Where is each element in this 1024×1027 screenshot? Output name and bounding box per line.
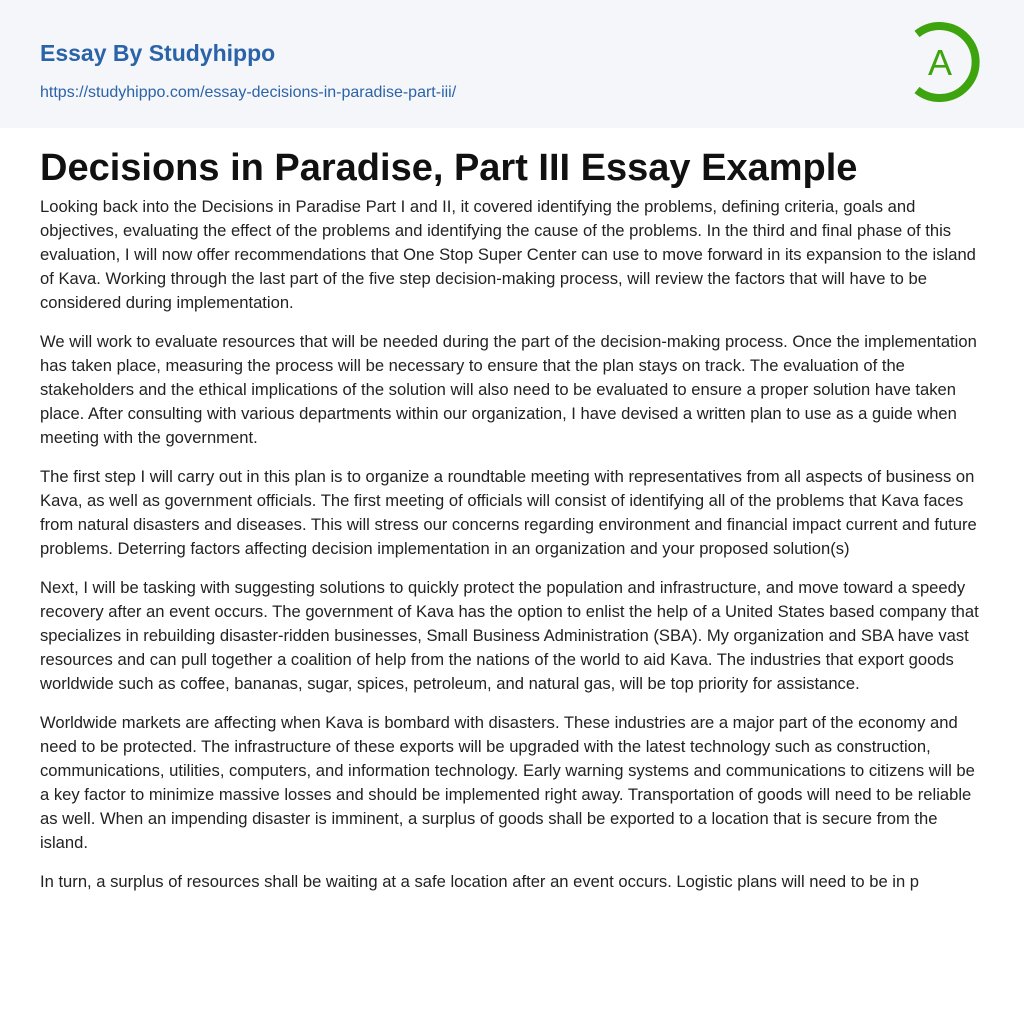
paragraph: Next, I will be tasking with suggesting solutions to quickly protect the population and infrastructure, and move toward a speedy recovery after an event occurs. The government of Kava has the option to enlist the help of a United States based company that specializes in rebuilding disaster-ridden businesses, Small Business Administration (SBA). My organization and SBA have vast resources and can pull together a coalition of help from the nations of the world to aid Kava. The industries that export goods worldwide such as coffee, bananas, sugar, spices, petroleum, and natural gas, will be top priority for assistance. <box>40 578 979 693</box>
paragraph: Looking back into the Decisions in Paradise Part I and II, it covered identifying the problems, defining criteria, goals and objectives, evaluating the effect of the problems and identifying the cause of the problems. In the third and final phase of this evaluation, I will now offer recommendations that One Stop Super Center can use to move forward in its expansion to the island of Kava. Working through the last part of the five step decision-making process, will review the factors that will have to be considered during implementation. <box>40 197 976 312</box>
paragraph: The first step I will carry out in this plan is to organize a roundtable meeting with representatives from all aspects of business on Kava, as well as government officials. The first meeting of officials will consist of identifying all of the problems that Kava faces from natural disasters and diseases. This will stress our concerns regarding environment and financial impact current and future problems. Deterring factors affecting decision implementation in an organization and your proposed solution(s) <box>40 467 977 558</box>
site-title[interactable]: Essay By Studyhippo <box>40 40 276 66</box>
studyhippo-logo-icon[interactable] <box>905 20 987 104</box>
logo-letter: A <box>927 42 953 83</box>
page-title: Decisions in Paradise, Part III Essay Example <box>40 147 858 189</box>
page-url-link[interactable]: https://studyhippo.com/essay-decisions-in-paradise-part-iii/ <box>40 84 457 101</box>
essay-body <box>40 195 988 909</box>
paragraph: Worldwide markets are affecting when Kava is bombard with disasters. These industries are a major part of the economy and need to be protected. The infrastructure of these exports will be upgraded with the latest technology such as construction, communications, utilities, computers, and information technology. Early warning systems and communications to citizens will be a key factor to minimize massive losses and should be implemented right away. Transportation of goods will need to be reliable as well. When an impending disaster is imminent, a surplus of goods shall be exported to a location that is secure from the island. <box>40 713 975 852</box>
paragraph: We will work to evaluate resources that will be needed during the part of the decision-making process. Once the implementation has taken place, measuring the process will be necessary to ensure that the plan stays on track. The evaluation of the stakeholders and the ethical implications of the solution will also need to be evaluated to ensure a proper solution have taken place. After consulting with various departments within our organization, I have devised a written plan to use as a guide when meeting with the government. <box>40 332 977 447</box>
paragraph: In turn, a surplus of resources shall be waiting at a safe location after an event occurs. Logistic plans will need to be in p <box>40 872 920 891</box>
